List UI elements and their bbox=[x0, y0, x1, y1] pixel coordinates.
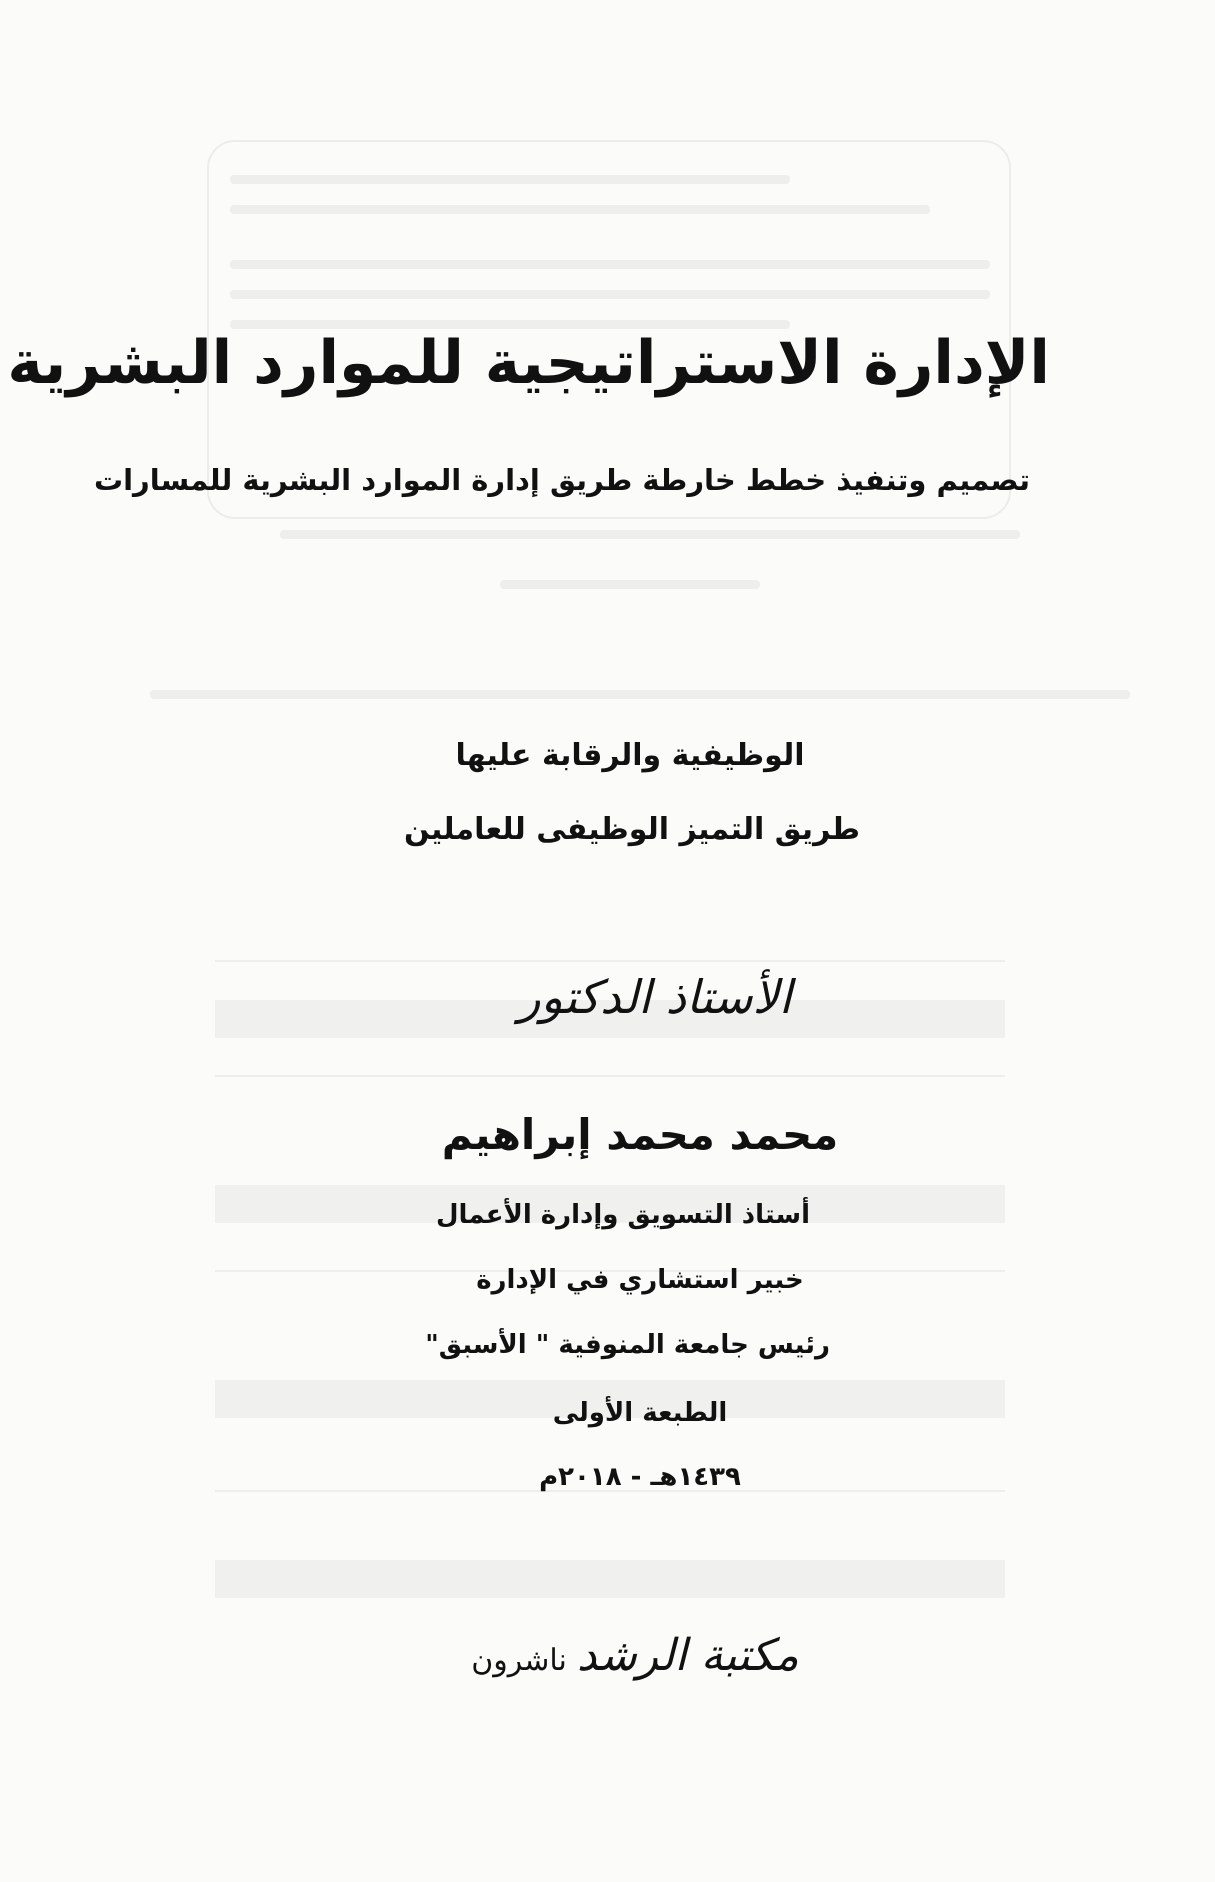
bleed-through-line bbox=[150, 690, 1130, 699]
author-role: رئيس جامعة المنوفية " الأسبق" bbox=[425, 1330, 830, 1360]
edition-label: الطبعة الأولى bbox=[552, 1398, 728, 1428]
publication-date: ١٤٣٩هـ - ٢٠١٨م bbox=[539, 1462, 741, 1492]
publisher-name: مكتبة الرشد bbox=[576, 1630, 799, 1681]
bleed-through-row bbox=[215, 1075, 1005, 1077]
book-subtitle: تصميم وتنفيذ خطط خارطة طريق إدارة الموارد البشرية للمسارات bbox=[93, 463, 1030, 497]
book-subtitle-continued: الوظيفية والرقابة عليها bbox=[455, 738, 805, 773]
bleed-through-band bbox=[215, 1560, 1005, 1598]
bleed-through-line bbox=[230, 260, 990, 269]
bleed-through-line bbox=[280, 530, 1020, 539]
bleed-through-row bbox=[215, 960, 1005, 962]
publisher-logo bbox=[420, 1630, 850, 1681]
author-role: خبير استشاري في الإدارة bbox=[476, 1265, 804, 1295]
author-title: الأستاذ الدكتور bbox=[518, 970, 792, 1024]
author-name: محمد محمد إبراهيم bbox=[441, 1110, 839, 1159]
publisher-suffix: ناشرون bbox=[471, 1643, 567, 1678]
book-subtitle-line3: طريق التميز الوظيفى للعاملين bbox=[404, 812, 860, 847]
bleed-through-line bbox=[500, 580, 760, 589]
bleed-through-line bbox=[230, 205, 930, 214]
bleed-through-line bbox=[230, 290, 990, 299]
book-title: الإدارة الاستراتيجية للموارد البشرية bbox=[7, 328, 1050, 398]
bleed-through-line bbox=[230, 175, 790, 184]
author-role: أستاذ التسويق وإدارة الأعمال bbox=[435, 1200, 810, 1230]
